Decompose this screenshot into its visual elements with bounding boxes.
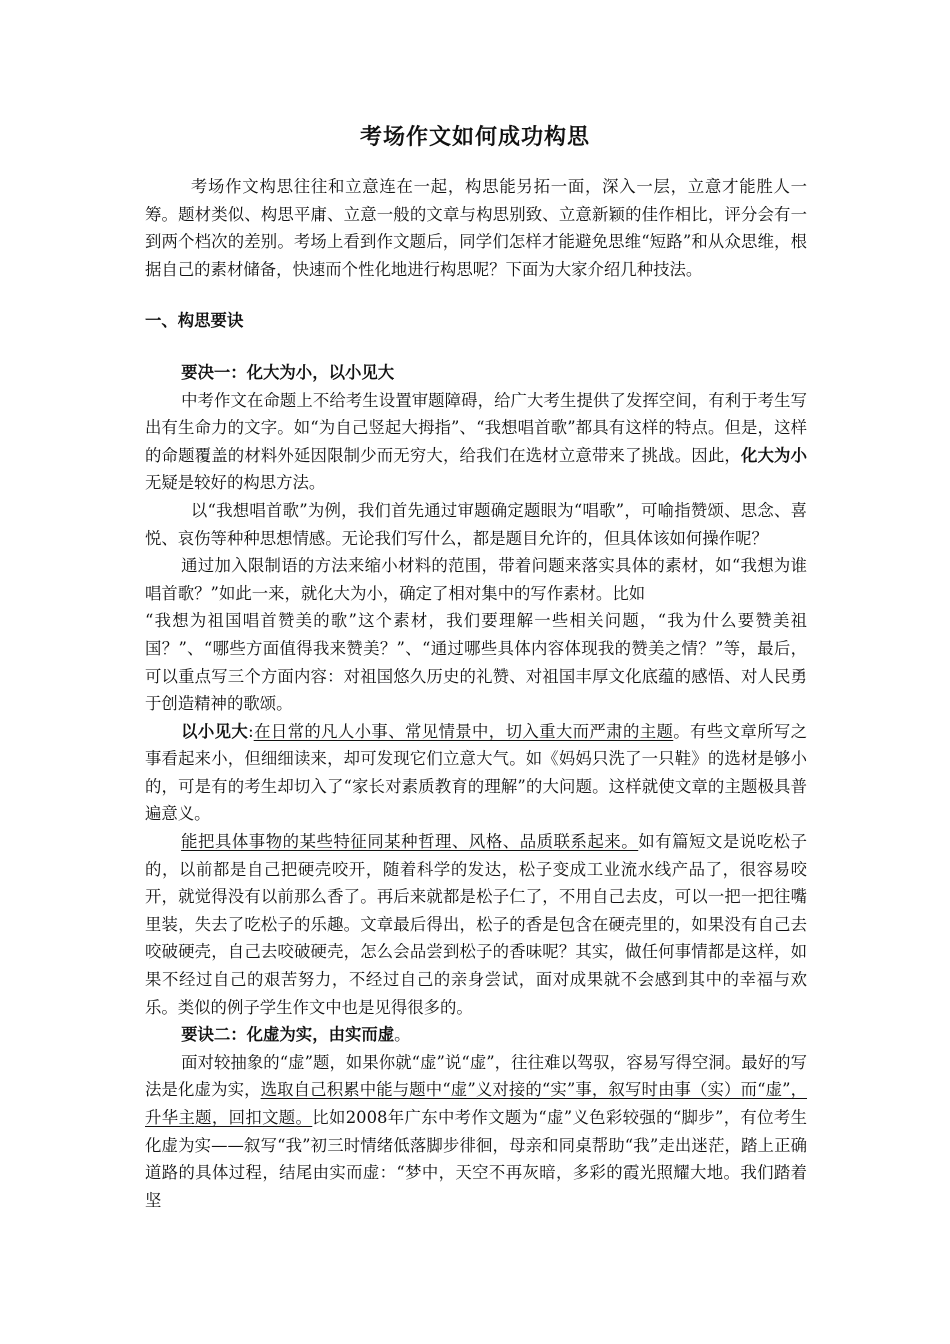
text-run: 面对较抽象的“虚”题，如果你就“虚”说“虚”，往往难以驾驭，容易写得空洞。最好的写法是化虚为实， <box>145 1052 807 1100</box>
bold-text: 要诀二：化虚为实，由实而虚 <box>181 1025 395 1045</box>
underlined-text: 选取自己积累中能与题中“虚”义对接的“实”事，叙写时由事（实）而“虚”，升华主题，回扣文题。 <box>145 1080 808 1127</box>
text-run: 无疑是较好的构思方法。 <box>145 473 326 493</box>
tip2-paragraph-1 <box>145 1049 807 1215</box>
text-run: : <box>248 721 254 741</box>
document-body <box>145 173 807 1214</box>
text-run: 。有些文章所写之事看起来小，但细细读来，却可发现它们立意大气。如《妈妈只洗了一只鞋》的选材是够小的，可是有的考生却切入了“家长对素质教育的理解”的大问题。这样就使文章的主题极具普遍意义。 <box>145 721 808 824</box>
tip1-heading: 要决一：化大为小，以小见大 <box>181 362 395 382</box>
text-run: 。 <box>394 1025 411 1045</box>
bold-text: 化大为小 <box>740 445 808 465</box>
tip1-paragraph-6 <box>145 828 807 1021</box>
underlined-text: 能把具体事物的某些特征同某种哲理、风格、品质联系起来。 <box>181 832 639 852</box>
tip1-paragraph-5 <box>145 718 807 828</box>
intro-paragraph: 考场作文构思往往和立意连在一起，构思能另拓一面，深入一层，立意才能胜人一筹。题材类似、构思平庸、立意一般的文章与构思别致、立意新颖的佳作相比，评分会有一到两个档次的差别。考场上看到作文题后，同学们怎样才能避免思维“短路”和从众思维，根据自己的素材储备，快速而个性化地进行构思呢？下面为大家介绍几种技法。 <box>145 177 807 279</box>
tip1-paragraph-3: 通过加入限制语的方法来缩小材料的范围，带着问题来落实具体的素材，如“我想为谁唱首歌？”如此一来，就化大为小，确定了相对集中的写作素材。比如 <box>145 556 807 603</box>
text-run: 比如2008年广东中考作文题为“虚”义色彩较强的“脚步”，有位考生化虚为实——叙写“我”初三时情绪低落脚步徘徊，母亲和同桌帮助“我”走出迷茫，踏上正确道路的具体过程，结尾由实而虚：“梦中，天空不再灰暗，多彩的霞光照耀大地。我们踏着坚 <box>145 1108 807 1210</box>
document-title: 考场作文如何成功构思 <box>359 124 590 150</box>
text-run: 如有篇短文是说吃松子的，以前都是自己把硬壳咬开，随着科学的发达，松子变成工业流水线产品了，很容易咬开，就觉得没有以前那么香了。再后来就都是松子仁了，不用自己去皮，可以一把一把往嘴里装，失去了吃松子的乐趣。文章最后得出，松子的香是包含在硬壳里的，如果没有自己去咬破硬壳，自己去咬破硬壳，怎么会品尝到松子的香味呢？其实，做任何事情都是这样，如果不经过自己的艰苦努力，不经过自己的亲身尝试，面对成果就不会感到其中的幸福与欢乐。类似的例子学生作文中也是见得很多的。 <box>145 832 808 1017</box>
text-run: 中考作文在命题上不给考生设置审题障碍，给广大考生提供了发挥空间，有利于考生写出有生命力的文字。如“为自己竖起大拇指”、“我想唱首歌”都具有这样的特点。但是，这样的命题覆盖的材料外延因限制少而无穷大，给我们在选材立意带来了挑战。因此， <box>145 390 807 465</box>
section-heading: 一、构思要诀 <box>145 311 244 331</box>
underlined-text: 在日常的凡人小事、常见情景中，切入重大而严肃的主题 <box>253 721 674 741</box>
tip1-paragraph-1 <box>145 387 807 497</box>
bold-text: 以小见大 <box>181 721 249 741</box>
tip1-paragraph-2: 以“我想唱首歌”为例，我们首先通过审题确定题眼为“唱歌”，可喻指赞颂、思念、喜悦、哀伤等种种思想情感。无论我们写什么，都是题目允许的，但具体该如何操作呢？ <box>145 500 807 548</box>
tip2-heading <box>145 1021 807 1049</box>
tip1-paragraph-4: “我想为祖国唱首赞美的歌”这个素材，我们要理解一些相关问题，“我为什么要赞美祖国？”、“哪些方面值得我来赞美？”、“通过哪些具体内容体现我的赞美之情？”等，最后，可以重点写三个方面内容：对祖国悠久历史的礼赞、对祖国丰厚文化底蕴的感悟、对人民勇于创造精神的歌颂。 <box>145 611 807 714</box>
